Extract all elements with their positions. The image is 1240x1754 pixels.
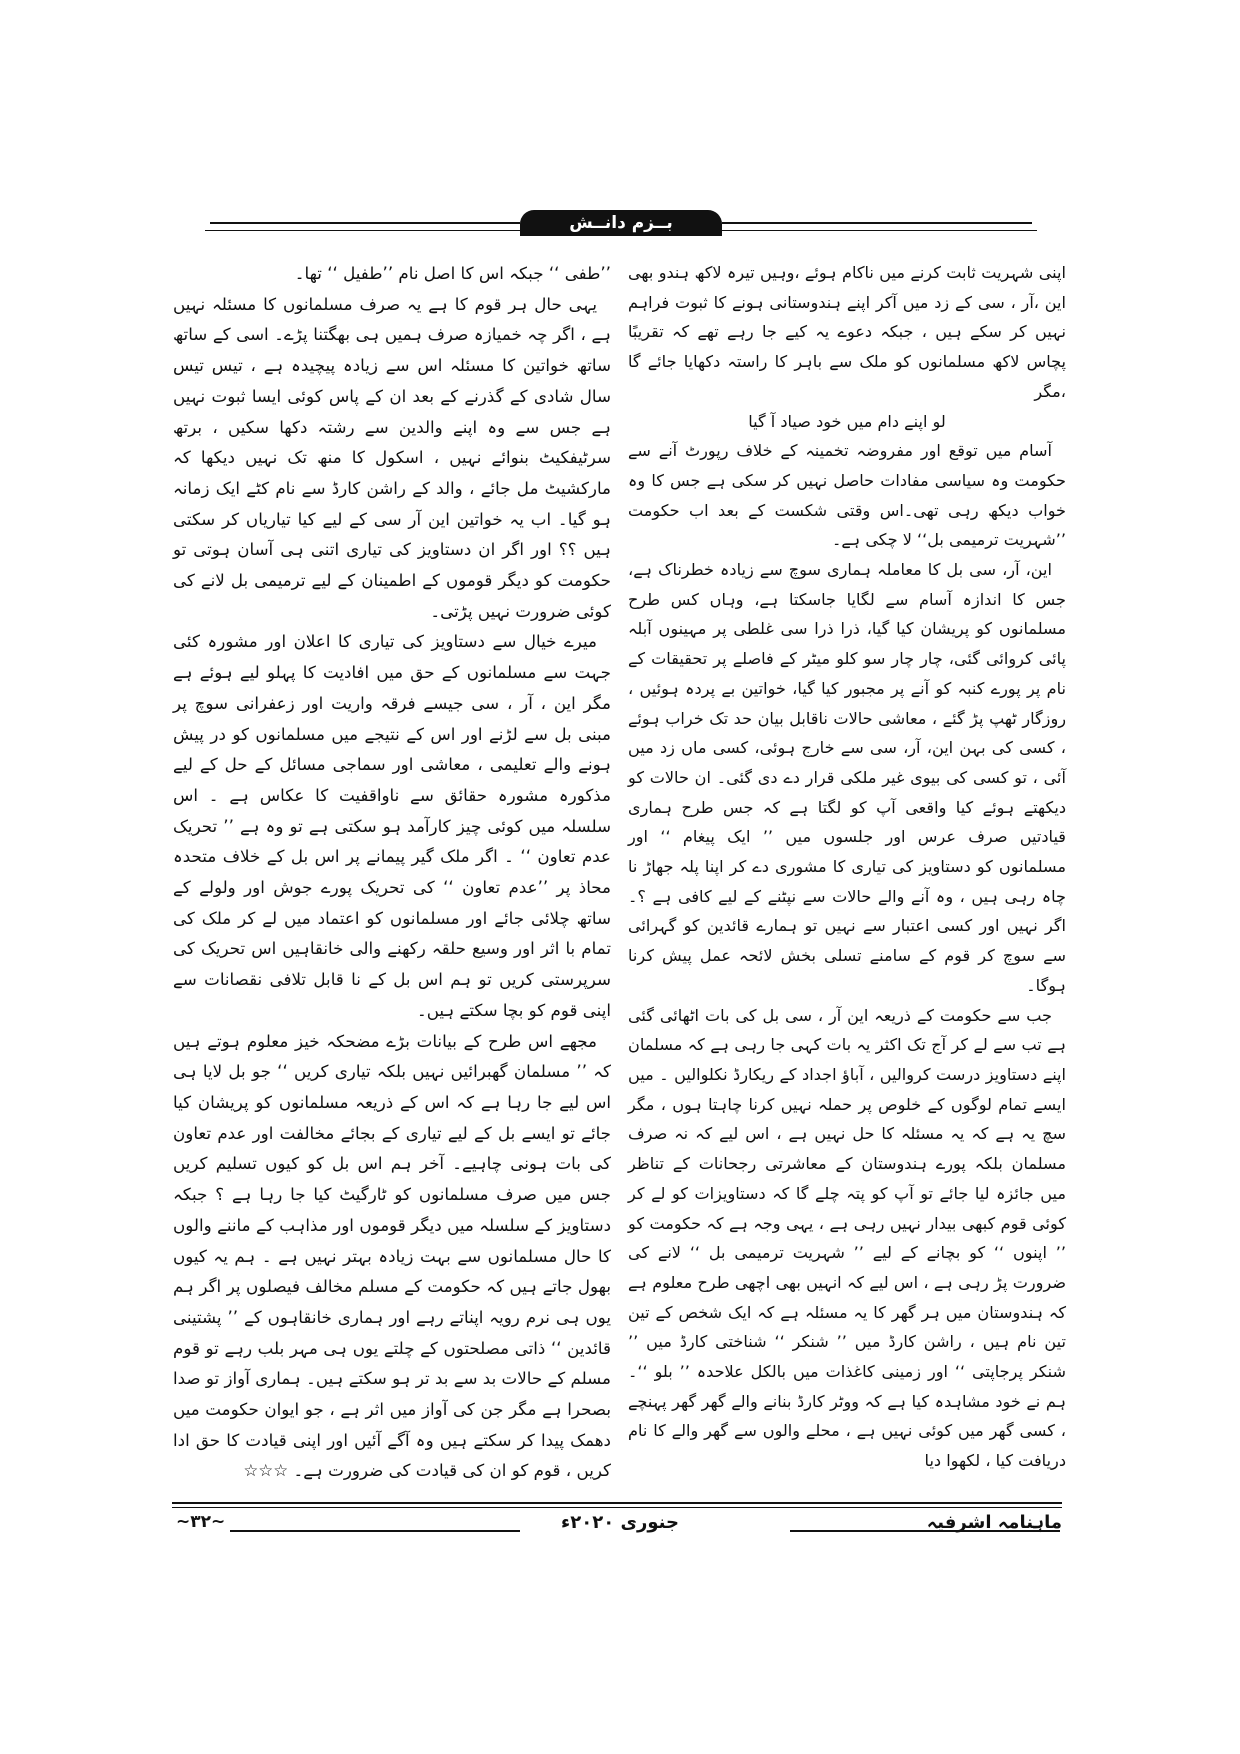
- page-number: ~۳۲~: [176, 1512, 226, 1532]
- footer-rule: [172, 1502, 1062, 1504]
- right-column: [628, 258, 1066, 1488]
- footer-bar-right: [790, 1530, 1060, 1532]
- footer-bar-left: [230, 1530, 520, 1532]
- magazine-name: ماہنامہ اشرفیہ: [926, 1512, 1062, 1533]
- paragraph: میرے خیال سے دستاویز کی تیاری کا اعلان اور مشورہ کئی جہت سے مسلمانوں کے حق میں افادیت کا پہلو لیے ہوئے ہے مگر این ، آر ، سی جیسے فرقہ واریت اور زعفرانی سوچ پر مبنی بل سے لڑنے اور اس کے نتیجے میں مسلمانوں کو در پیش ہونے والے تعلیمی ، معاشی اور سماجی مسائل کے حل کے لیے مذکورہ مشورہ حقائق سے ناواقفیت کا عکاس ہے ۔ اس سلسلہ میں کوئی چیز کارآمد ہو سکتی ہے تو وہ ہے ’’ تحریک عدم تعاون ‘‘ ۔ اگر ملک گیر پیمانے پر اس بل کے خلاف متحدہ محاذ پر ’’عدم تعاون ‘‘ کی تحریک پورے جوش اور ولولے کے ساتھ چلائی جائے اور مسلمانوں کو اعتماد میں لے کر ملک کی تمام با اثر اور وسیع حلقہ رکھنے والی خانقاہیں اس تحریک کی سرپرستی کریں تو ہم اس بل کے نا قابل تلافی نقصانات سے اپنی قوم کو بچا سکتے ہیں۔: [173, 631, 611, 1020]
- paragraph: ’’طفی ‘‘ جبکہ اس کا اصل نام ’’طفیل ‘‘ تھا۔: [294, 263, 611, 283]
- header-rule-right: [722, 222, 1032, 224]
- paragraph: مجھے اس طرح کے بیانات بڑے مضحکہ خیز معلوم ہوتے ہیں کہ ’’ مسلمان گھبرائیں نہیں بلکہ تیاری کریں ‘‘ جو بل لایا ہی اس لیے جا رہا ہے کہ اس کے ذریعہ مسلمانوں کو پریشان کیا جائے تو ایسے بل کے لیے تیاری کے بجائے مخالفت اور عدم تعاون کی بات ہونی چاہیے۔ آخر ہم اس بل کو کیوں تسلیم کریں جس میں صرف مسلمانوں کو ٹارگیٹ کیا جا رہا ہے ؟ جبکہ دستاویز کے سلسلہ میں دیگر قوموں اور مذاہب کے ماننے والوں کا حال مسلمانوں سے بہت زیادہ بہتر نہیں ہے ۔ ہم یہ کیوں بھول جاتے ہیں کہ حکومت کے مسلم مخالف فیصلوں پر اگر ہم یوں ہی نرم رویہ اپناتے رہے اور ہماری خانقاہوں کے ’’ پشتینی قائدین ‘‘ ذاتی مصلحتوں کے چلتے یوں ہی مہر بلب رہے تو قوم مسلم کے حالات بد سے بد تر ہو سکتے ہیں۔ ہماری آواز تو صدا بصحرا ہے مگر جن کی آواز میں اثر ہے ، جو ایوان حکومت میں دھمک پیدا کر سکتے ہیں وہ آگے آئیں اور اپنی قیادت کا حق ادا کریں ، قوم کو ان کی قیادت کی ضرورت ہے۔ ☆☆☆: [173, 1030, 611, 1481]
- paragraph: این، آر، سی بل کا معاملہ ہماری سوچ سے زیادہ خطرناک ہے، جس کا اندازہ آسام سے لگایا جاسکتا ہے، وہاں کس طرح مسلمانوں کو پریشان کیا گیا، ذرا ذرا سی غلطی پر مہینوں آبلہ پائی کروائی گئی، چار چار سو کلو میٹر کے فاصلے پر تحقیقات کے نام پر پورے کنبہ کو آنے پر مجبور کیا گیا، خواتین بے پردہ ہوئیں ، روزگار ٹھپ پڑ گئے ، معاشی حالات ناقابل بیان حد تک خراب ہوئے ، کسی کی بہن این، آر، سی سے خارج ہوئی، کسی ماں زد میں آئی ، تو کسی کی بیوی غیر ملکی قرار دے دی گئی۔ ان حالات کو دیکھتے ہوئے کیا واقعی آپ کو لگتا ہے کہ جس طرح ہماری قیادتیں صرف عرس اور جلسوں میں ’’ ایک پیغام ‘‘ اور مسلمانوں کو دستاویز کی تیاری کا مشوری دے کر اپنا پلہ جھاڑ نا چاہ رہی ہیں ، وہ آنے والے حالات سے نپٹنے کے لیے کافی ہے ؟۔ اگر نہیں اور کسی اعتبار سے نہیں تو ہمارے قائدین کو گہرائی سے سوچ کر قوم کے سامنے تسلی بخش لائحہ عمل پیش کرنا ہوگا۔: [628, 560, 1066, 995]
- footer-rule-thin: [172, 1507, 1062, 1508]
- paragraph: یہی حال ہر قوم کا ہے یہ صرف مسلمانوں کا مسئلہ نہیں ہے ، اگر چہ خمیازہ صرف ہمیں ہی بھگتنا پڑے۔ اسی کے ساتھ ساتھ خواتین کا مسئلہ اس سے زیادہ پیچیدہ ہے ، تیس تیس سال شادی کے گذرنے کے بعد ان کے پاس کوئی ایسا ثبوت نہیں ہے جس سے وہ اپنے والدین سے رشتہ دکھا سکیں ، برتھ سرٹیفکیٹ بنوائے نہیں ، اسکول کا منھ تک نہیں دیکھا کہ مارکشیٹ مل جائے ، والد کے راشن کارڈ سے نام کٹے ایک زمانہ ہو گیا۔ اب یہ خواتین این آر سی کے لیے کیا تیاریاں کر سکتی ہیں ؟؟ اور اگر ان دستاویز کی تیاری اتنی ہی آسان ہوتی تو حکومت کو دیگر قوموں کے اطمینان کے لیے ترمیمی بل لانے کی کوئی ضرورت نہیں پڑتی۔: [173, 293, 611, 621]
- paragraph: جب سے حکومت کے ذریعہ این آر ، سی بل کی بات اٹھائی گئی ہے تب سے لے کر آج تک اکثر یہ بات کہی جا رہی ہے کہ مسلمان اپنے دستاویز درست کروالیں ، آباؤ اجداد کے ریکارڈ نکلوالیں ۔ میں ایسے تمام لوگوں کے خلوص پر حملہ نہیں کرنا چاہتا ہوں ، مگر سچ یہ ہے کہ یہ مسئلہ کا حل نہیں ہے ، اس لیے کہ نہ صرف مسلمان بلکہ پورے ہندوستان کے معاشرتی رجحانات کے تناظر میں جائزہ لیا جائے تو آپ کو پتہ چلے گا کہ دستاویزات کو لے کر کوئی قوم کبھی بیدار نہیں رہی ہے ، یہی وجہ ہے کہ حکومت کو ’’ اپنوں ‘‘ کو بچانے کے لیے ’’ شہریت ترمیمی بل ‘‘ لانے کی ضرورت پڑ رہی ہے ، اس لیے کہ انہیں بھی اچھی طرح معلوم ہے کہ ہندوستان میں ہر گھر کا یہ مسئلہ ہے کہ ایک شخص کے تین تین نام ہیں ، راشن کارڈ میں ’’ شنکر ‘‘ شناختی کارڈ میں ’’ شنکر پرجاپتی ‘‘ اور زمینی کاغذات میں بالکل علاحدہ ’’ بلو ‘‘۔ ہم نے خود مشاہدہ کیا ہے کہ ووٹر کارڈ بنانے والے گھر گھر پہنچے ، کسی گھر میں کوئی نہیں ہے ، محلے والوں سے گھر والے کا نام دریافت کیا ، لکھوا دیا: [628, 1005, 1066, 1471]
- paragraph: آسام میں توقع اور مفروضہ تخمینہ کے خلاف رپورٹ آنے سے حکومت وہ سیاسی مفادات حاصل نہیں کر سکی ہے جس کا وہ خواب دیکھ رہی تھی۔اس وقتی شکست کے بعد اب حکومت ’’شہریت ترمیمی بل‘‘ لا چکی ہے۔: [628, 441, 1066, 550]
- header-rule-left: [210, 222, 520, 224]
- paragraph: اپنی شہریت ثابت کرنے میں ناکام ہوئے ،وہیں تیرہ لاکھ ہندو بھی این ،آر ، سی کے زد میں آکر اپنے ہندوستانی ہونے کا ثبوت فراہم نہیں کر سکے ہیں ، جبکہ دعوے یہ کیے جا رہے تھے کہ تقریبًا پچاس لاکھ مسلمانوں کو ملک سے باہر کا راستہ دکھایا جائے گا ،مگر: [628, 263, 1066, 401]
- header-rule-left-thin: [205, 230, 525, 231]
- verse-line: لو اپنے دام میں خود صیاد آ گیا: [748, 411, 946, 431]
- section-title: بــزم دانــش: [520, 210, 722, 236]
- header-rule-right-thin: [717, 230, 1037, 231]
- left-column: [173, 258, 611, 1488]
- issue-date: جنوری ۲۰۲۰ء: [561, 1512, 679, 1533]
